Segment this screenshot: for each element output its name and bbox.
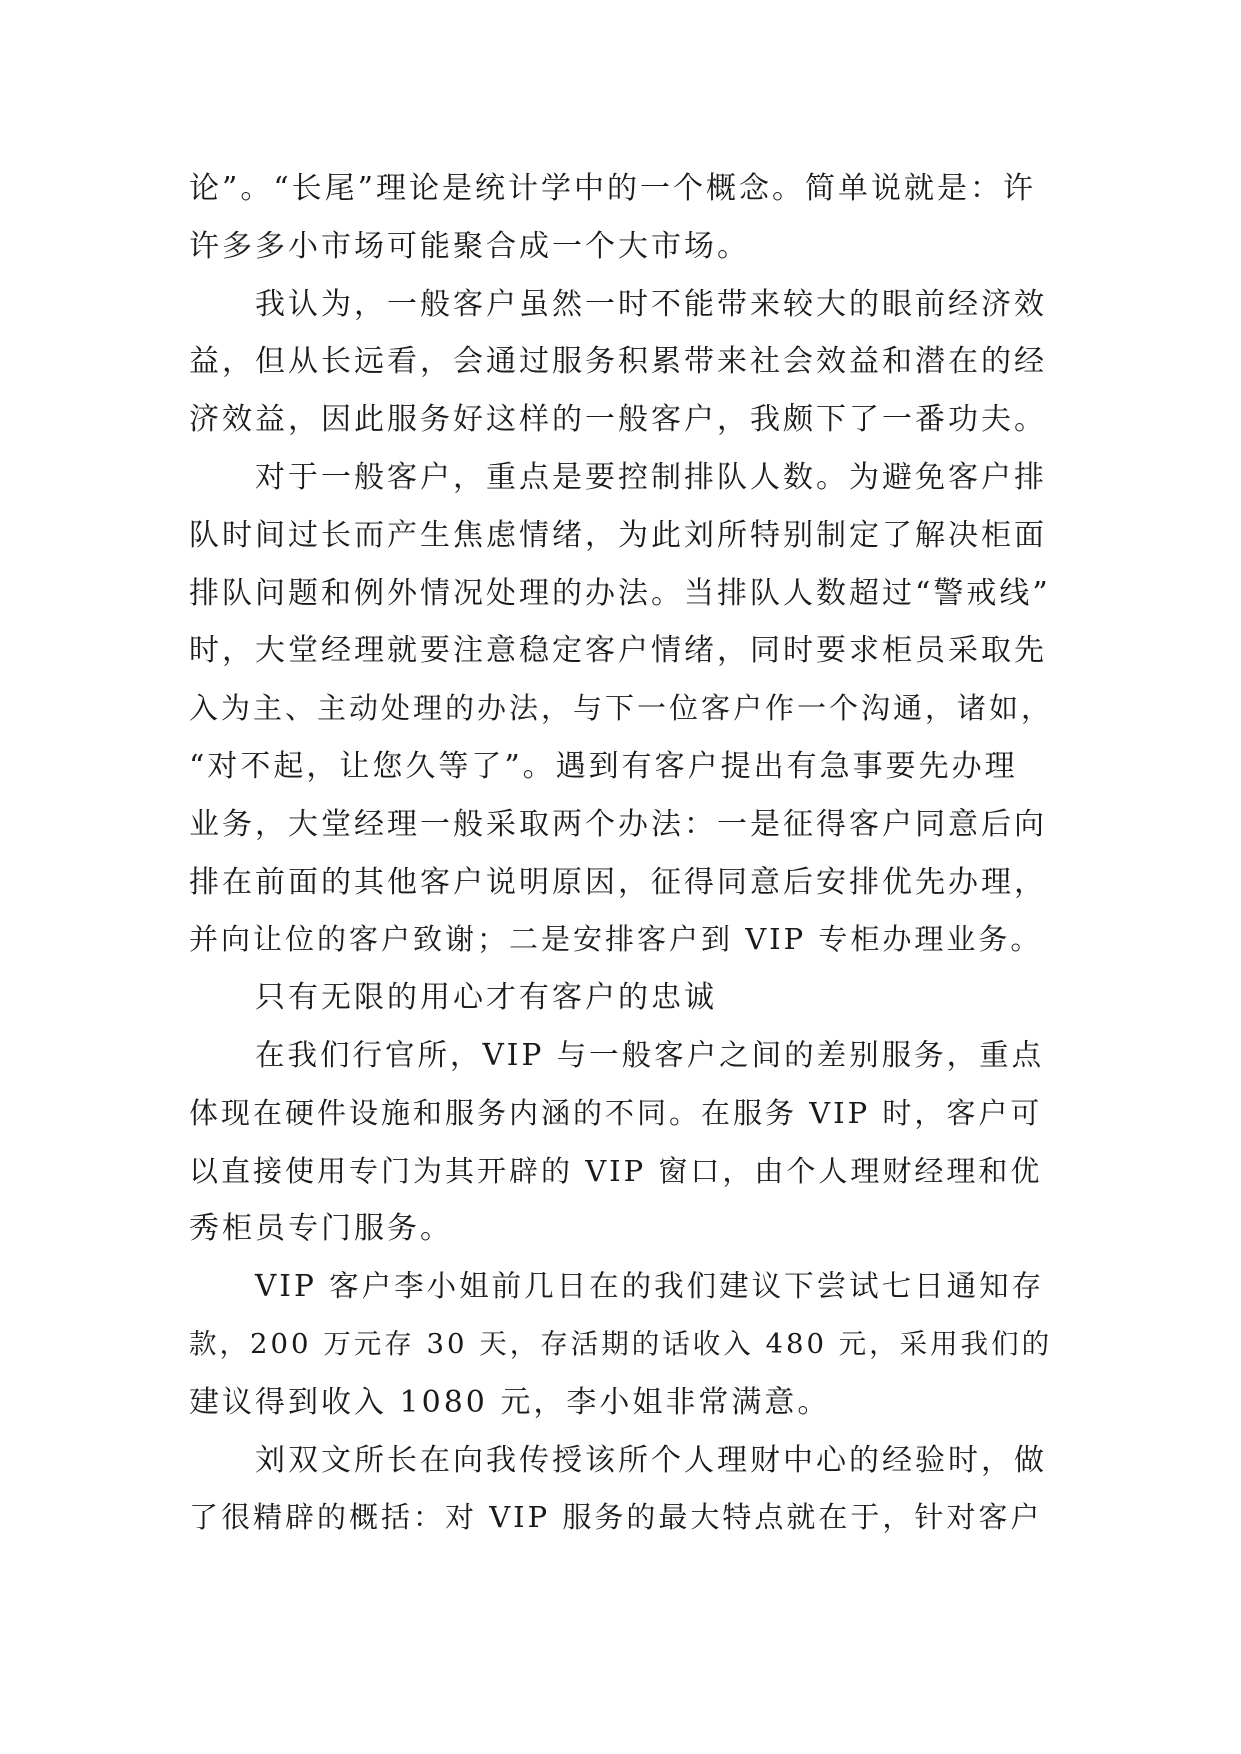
text-line: 体现在硬件设施和服务内涵的不同。在服务 VIP 时，客户可 xyxy=(189,1095,1043,1130)
text-line: 款，200 万元存 30 天，存活期的话收入 480 元，采用我们的 xyxy=(189,1327,1053,1360)
text-line: 时，大堂经理就要注意稳定客户情绪，同时要求柜员采取先 xyxy=(189,633,1047,669)
text-line: 入为主、主动处理的办法，与下一位客户作一个沟通，诸如， xyxy=(189,691,1054,726)
text-line: 建议得到收入 1080 元，李小姐非常满意。 xyxy=(189,1384,831,1420)
text-line: 在我们行官所，VIP 与一般客户之间的差别服务，重点 xyxy=(255,1037,1045,1072)
text-line: 并向让位的客户致谢；二是安排客户到 VIP 专柜办理业务。 xyxy=(189,922,1043,957)
text-line: 论”。“长尾”理论是统计学中的一个概念。简单说就是：许 xyxy=(189,171,1037,206)
text-line: 许多多小市场可能聚合成一个大市场。 xyxy=(189,228,750,264)
text-line: 济效益，因此服务好这样的一般客户，我颇下了一番功夫。 xyxy=(189,402,1047,438)
text-line: 队时间过长而产生焦虑情绪，为此刘所特别制定了解决柜面 xyxy=(189,517,1047,553)
text-line: VIP 客户李小姐前几日在的我们建议下尝试七日通知存 xyxy=(255,1269,1045,1304)
text-line: 益，但从长远看，会通过服务积累带来社会效益和潜在的经 xyxy=(189,344,1047,380)
text-line: 我认为，一般客户虽然一时不能带来较大的眼前经济效 xyxy=(255,286,1047,322)
text-line: “对不起，让您久等了”。遇到有客户提出有急事要先办理 xyxy=(189,748,1018,784)
text-line: 刘双文所长在向我传授该所个人理财中心的经验时，做 xyxy=(255,1442,1047,1478)
text-line: 业务，大堂经理一般采取两个办法：一是征得客户同意后向 xyxy=(189,806,1047,842)
text-line: 排在前面的其他客户说明原因，征得同意后安排优先办理， xyxy=(189,864,1047,900)
body-text xyxy=(189,160,1055,1547)
text-line: 对于一般客户，重点是要控制排队人数。为避免客户排 xyxy=(255,459,1047,495)
text-line: 了很精辟的概括：对 VIP 服务的最大特点就在于，针对客户 xyxy=(189,1500,1043,1535)
text-line: 秀柜员专门服务。 xyxy=(189,1211,453,1247)
text-line: 以直接使用专门为其开辟的 VIP 窗口，由个人理财经理和优 xyxy=(189,1153,1043,1188)
text-line: 只有无限的用心才有客户的忠诚 xyxy=(255,980,717,1016)
text-line: 排队问题和例外情况处理的办法。当排队人数超过“警戒线” xyxy=(189,575,1051,611)
